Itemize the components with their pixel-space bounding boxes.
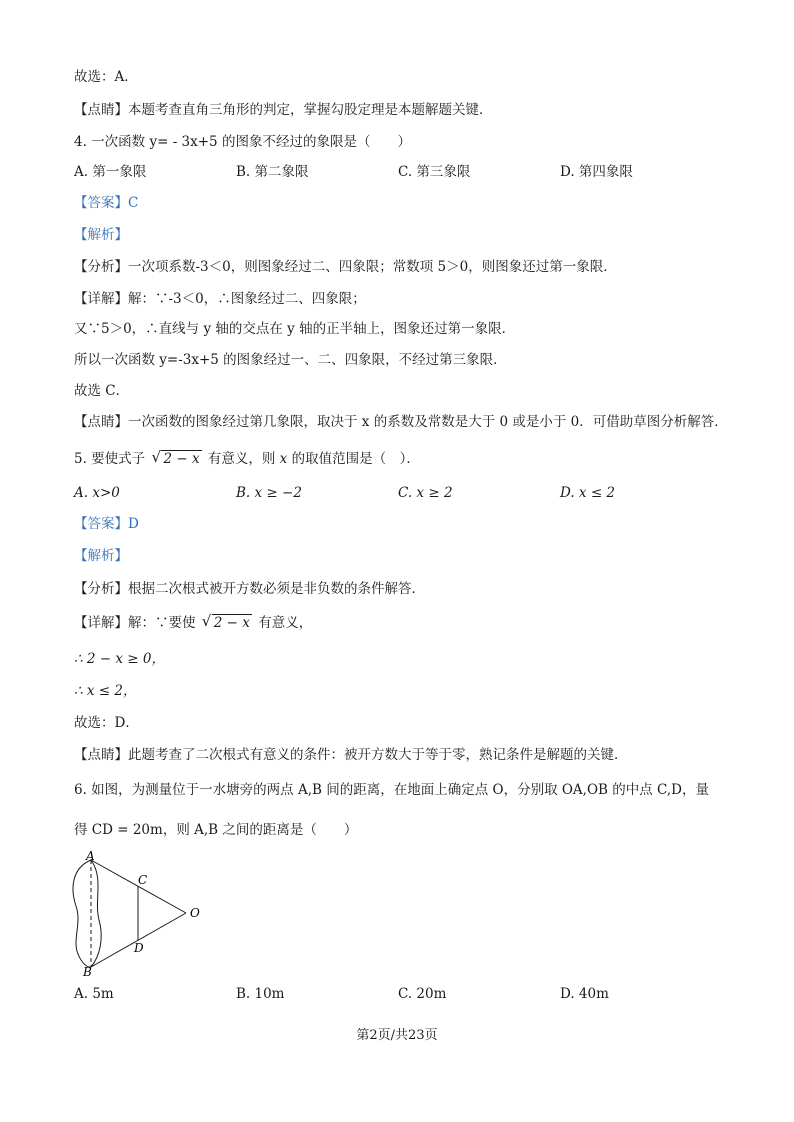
text-line: 【分析】根据二次根式被开方数必须是非负数的条件解答． bbox=[74, 581, 425, 597]
text-fragment: 【详解】解：∵要使 bbox=[74, 615, 196, 631]
option-c: C. 20m bbox=[398, 986, 447, 1002]
option-a: A. x>0 bbox=[74, 485, 120, 501]
analysis-label: 【解析】 bbox=[74, 548, 128, 564]
question-6: 6. 如图，为测量位于一水塘旁的两点 A,B 间的距离，在地面上确定点 O，分别取 OA,OB 的中点 C,D，量 bbox=[74, 782, 710, 798]
option-c: C. 第三象限 bbox=[398, 164, 471, 180]
answer-label: 【答案】D bbox=[74, 516, 139, 532]
text-line: 故选：D． bbox=[74, 715, 139, 731]
label-o: O bbox=[190, 906, 200, 920]
option-c: C. x ≥ 2 bbox=[398, 485, 453, 501]
text-fragment: 有意义， bbox=[258, 615, 313, 631]
label-a: A bbox=[86, 849, 95, 863]
text-line: 【分析】一次项系数-3＜0，则图象经过二、四象限；常数项 5＞0，则图象还过第一象限． bbox=[74, 259, 617, 275]
question-4: 4. 一次函数 y= ‐ 3x+5 的图象不经过的象限是（ ） bbox=[74, 134, 411, 150]
geometry-figure bbox=[66, 848, 216, 978]
option-b: B. x ≥ −2 bbox=[236, 485, 302, 501]
answer-label: 【答案】C bbox=[74, 195, 139, 211]
analysis-label: 【解析】 bbox=[74, 227, 128, 243]
text-line: 【点睛】此题考查了二次根式有意义的条件：被开方数大于等于零，熟记条件是解题的关键． bbox=[74, 747, 628, 763]
page-footer: 第2页/共23页 bbox=[356, 1028, 438, 1043]
math-variable: x bbox=[279, 451, 288, 467]
option-b: B. 10m bbox=[236, 986, 285, 1002]
text-line: 【详解】解：∵-3＜0，∴图象经过二、四象限； bbox=[74, 291, 366, 307]
question-5 bbox=[74, 450, 420, 468]
text-line: 故选 C． bbox=[74, 383, 130, 399]
text-line bbox=[74, 614, 312, 632]
pond-outline bbox=[73, 860, 101, 967]
option-d: D. 40m bbox=[560, 986, 609, 1002]
text-line: 【点睛】本题考查直角三角形的判定，掌握勾股定理是本题解题关键． bbox=[74, 102, 493, 118]
label-c: C bbox=[138, 873, 148, 887]
text-line: ∴ x ≤ 2， bbox=[74, 683, 137, 699]
option-a: A. 5m bbox=[74, 986, 114, 1002]
sqrt-expression: √ 2 − x bbox=[201, 612, 250, 631]
text-line: 又∵5＞0，∴直线与 y 轴的交点在 y 轴的正半轴上，图象还过第一象限． bbox=[74, 321, 516, 337]
text-fragment: 5. 要使式子 bbox=[74, 451, 146, 467]
option-d: D. x ≤ 2 bbox=[560, 485, 616, 501]
text-fragment: 有意义，则 bbox=[207, 451, 276, 467]
text-fragment: 的取值范围是（ ）． bbox=[291, 451, 420, 467]
text-line: 所以一次函数 y=-3x+5 的图象经过一、二、四象限，不经过第三象限． bbox=[74, 352, 507, 368]
text-line: 故选：A． bbox=[74, 69, 138, 85]
text-line: ∴ 2 − x ≥ 0， bbox=[74, 651, 165, 667]
option-b: B. 第二象限 bbox=[236, 164, 309, 180]
option-a: A. 第一象限 bbox=[74, 164, 147, 180]
sqrt-expression: √ 2 − x bbox=[151, 448, 200, 467]
text-line: 【点睛】一次函数的图象经过第几象限，取决于 x 的系数及常数是大于 0 或是小于 0．可借助草图分析解答． bbox=[74, 414, 728, 430]
label-b: B bbox=[83, 965, 92, 978]
text-line: 得 CD = 20m，则 A,B 之间的距离是（ ） bbox=[74, 822, 358, 838]
label-d: D bbox=[134, 941, 144, 955]
option-d: D. 第四象限 bbox=[560, 164, 633, 180]
